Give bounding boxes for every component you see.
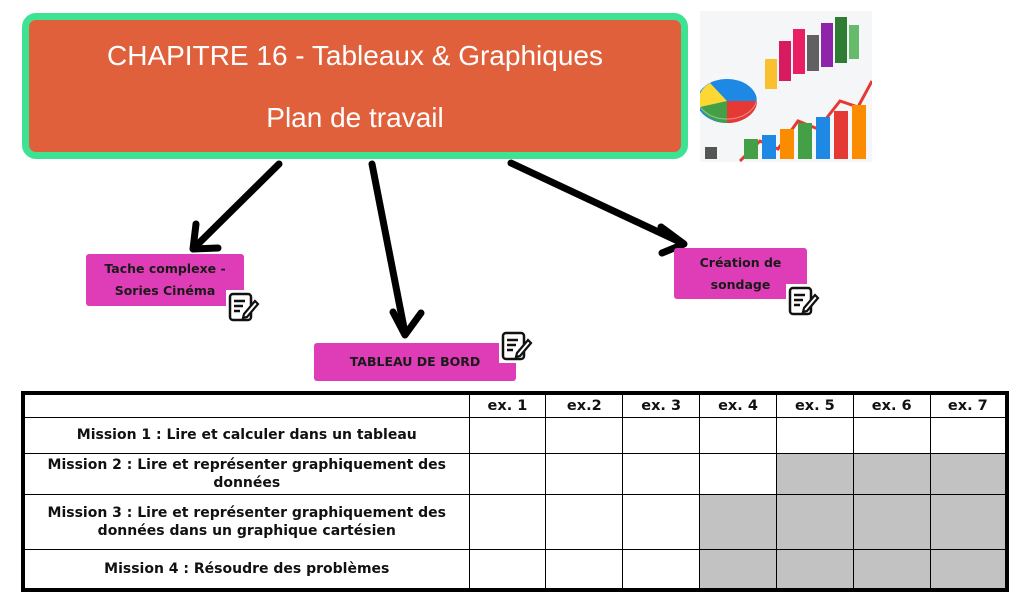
exercise-cell[interactable] bbox=[700, 453, 777, 494]
disabled-cell bbox=[853, 494, 930, 549]
mission-label: Mission 3 : Lire et représenter graphiquement des données dans un graphique cartésien bbox=[23, 494, 469, 549]
edit-icon[interactable] bbox=[499, 329, 533, 363]
arrow-to-tache bbox=[195, 164, 279, 247]
mission-table bbox=[21, 391, 1009, 592]
arrow-to-creation bbox=[511, 163, 682, 243]
task-complex-label: Tache complexe - Sories Cinéma bbox=[104, 261, 226, 298]
disabled-cell bbox=[776, 494, 853, 549]
table-row bbox=[23, 550, 1007, 590]
header-ex6: ex. 6 bbox=[853, 393, 930, 417]
exercise-cell[interactable] bbox=[546, 494, 623, 549]
arrow-head-tableau bbox=[393, 312, 421, 335]
header-ex1: ex. 1 bbox=[469, 393, 546, 417]
header-ex7: ex. 7 bbox=[930, 393, 1007, 417]
mission-label: Mission 1 : Lire et calculer dans un tableau bbox=[23, 417, 469, 453]
header-ex4: ex. 4 bbox=[700, 393, 777, 417]
exercise-cell[interactable] bbox=[623, 417, 700, 453]
disabled-cell bbox=[853, 550, 930, 590]
table-header-row bbox=[23, 393, 1007, 417]
header-ex5: ex. 5 bbox=[776, 393, 853, 417]
disabled-cell bbox=[776, 550, 853, 590]
disabled-cell bbox=[853, 453, 930, 494]
header-corner bbox=[23, 393, 469, 417]
exercise-cell[interactable] bbox=[546, 417, 623, 453]
work-plan-subtitle: Plan de travail bbox=[266, 102, 444, 133]
exercise-cell[interactable] bbox=[469, 494, 546, 549]
survey-creation-label: Création de sondage bbox=[699, 254, 782, 292]
disabled-cell bbox=[700, 550, 777, 590]
dashboard-box[interactable] bbox=[314, 343, 516, 381]
chapter-title: CHAPITRE 16 - Tableaux & Graphiques bbox=[107, 40, 603, 71]
header-ex3: ex. 3 bbox=[623, 393, 700, 417]
disabled-cell bbox=[700, 494, 777, 549]
table-row bbox=[23, 453, 1007, 494]
exercise-cell[interactable] bbox=[546, 453, 623, 494]
arrow-to-tableau bbox=[372, 164, 405, 333]
dashboard-label: TABLEAU DE BORD bbox=[349, 354, 481, 369]
edit-icon[interactable] bbox=[786, 284, 820, 318]
exercise-cell[interactable] bbox=[469, 453, 546, 494]
disabled-cell bbox=[776, 453, 853, 494]
exercise-cell[interactable] bbox=[546, 550, 623, 590]
disabled-cell bbox=[930, 453, 1007, 494]
exercise-cell[interactable] bbox=[853, 417, 930, 453]
exercise-cell[interactable] bbox=[623, 453, 700, 494]
exercise-cell[interactable] bbox=[623, 550, 700, 590]
exercise-cell[interactable] bbox=[469, 550, 546, 590]
exercise-cell[interactable] bbox=[700, 417, 777, 453]
disabled-cell bbox=[930, 494, 1007, 549]
table-row bbox=[23, 494, 1007, 549]
exercise-cell[interactable] bbox=[930, 417, 1007, 453]
exercise-cell[interactable] bbox=[776, 417, 853, 453]
header-ex2: ex.2 bbox=[546, 393, 623, 417]
mission-label: Mission 2 : Lire et représenter graphiquement des données bbox=[23, 453, 469, 494]
edit-icon[interactable] bbox=[226, 290, 260, 324]
mission-label: Mission 4 : Résoudre des problèmes bbox=[23, 550, 469, 590]
exercise-cell[interactable] bbox=[469, 417, 546, 453]
exercise-cell[interactable] bbox=[623, 494, 700, 549]
table-row bbox=[23, 417, 1007, 453]
disabled-cell bbox=[930, 550, 1007, 590]
task-complex-box[interactable] bbox=[86, 254, 244, 306]
